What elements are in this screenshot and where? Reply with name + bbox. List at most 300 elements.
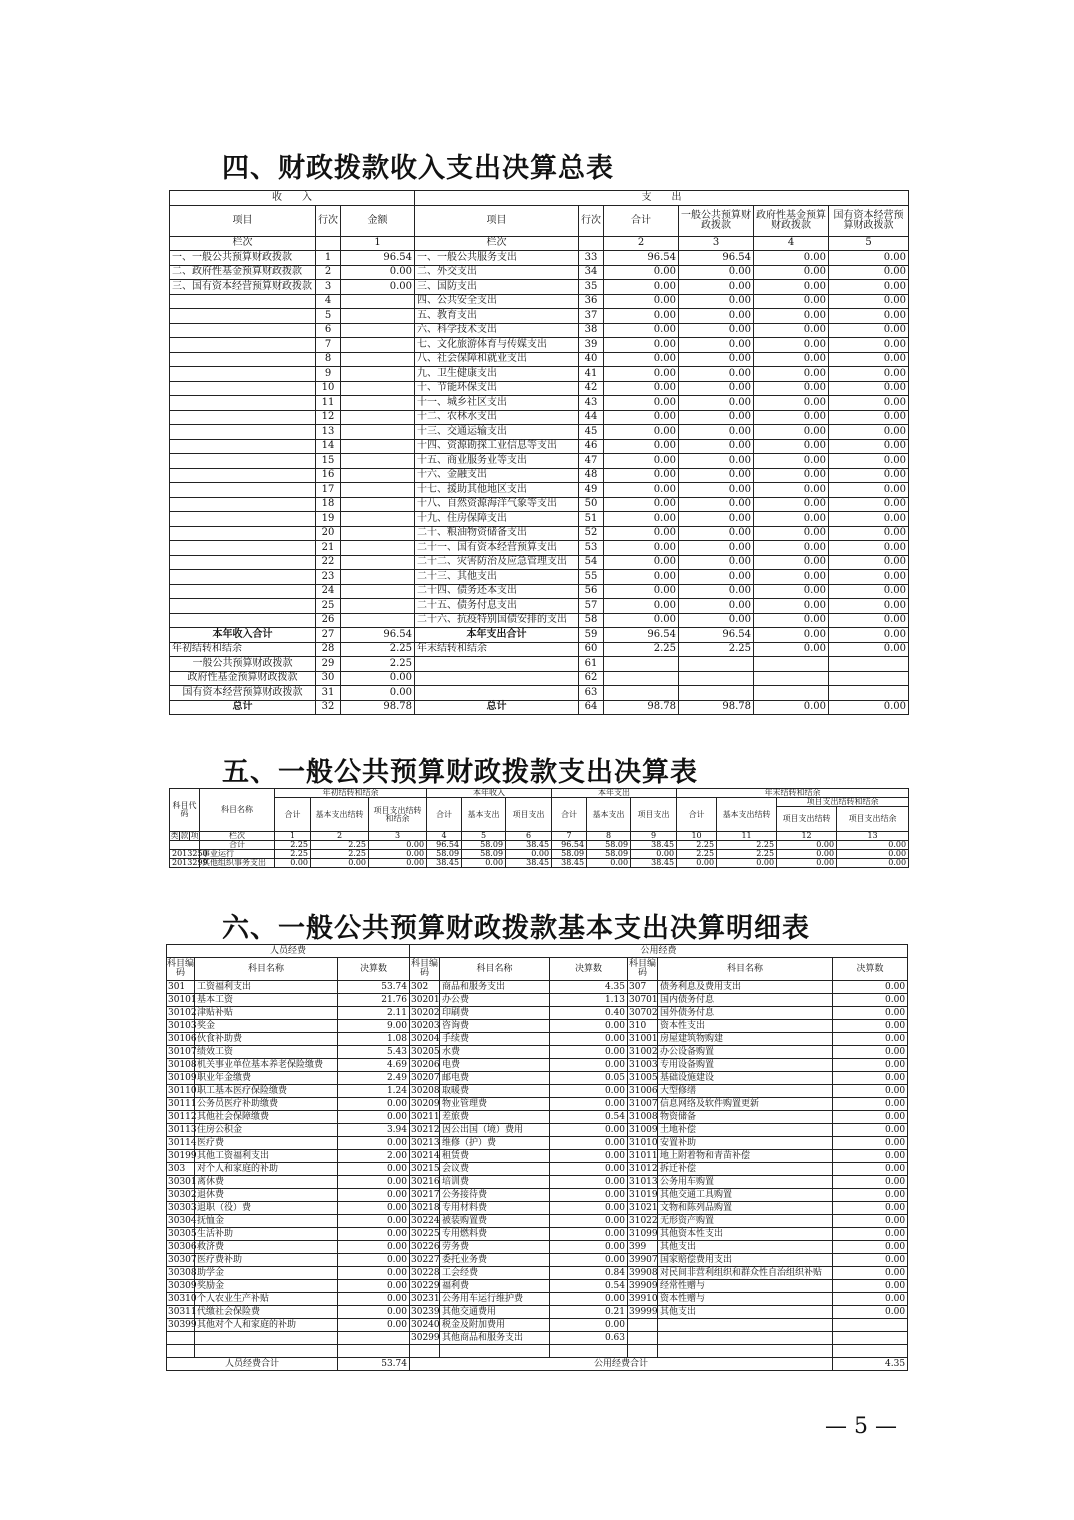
expense-value: 0.00 — [604, 425, 679, 440]
amount: 53.74 — [338, 981, 410, 994]
amount: 21.76 — [338, 994, 410, 1007]
subject-name: 公务用车运行维护费 — [440, 1293, 550, 1306]
income-item — [170, 410, 316, 425]
expense-line-no: 59 — [579, 628, 604, 643]
income-amount — [341, 541, 415, 556]
income-line-no: 9 — [316, 367, 341, 382]
amount-cell: 58.09 — [427, 850, 462, 859]
expense-value: 0.00 — [679, 570, 754, 585]
subject-code: 30307 — [168, 1254, 197, 1265]
amount: 0.00 — [338, 1111, 410, 1124]
amount-cell: 38.45 — [631, 841, 677, 850]
table-row — [167, 1332, 908, 1345]
income-line-no: 23 — [316, 570, 341, 585]
subject-code: 307 — [628, 981, 658, 994]
col-num: 1 — [275, 832, 311, 841]
amount: 0.00 — [833, 981, 908, 994]
expense-line-no: 61 — [579, 657, 604, 672]
subject-code: 30107 — [168, 1046, 197, 1057]
expense-header: 支 出 — [415, 191, 909, 206]
income-amount — [341, 425, 415, 440]
amount: 0.00 — [338, 1306, 410, 1319]
subject-name: 拆迁补偿 — [658, 1163, 833, 1176]
expense-value: 0.00 — [754, 541, 829, 556]
amount: 4.35 — [550, 981, 628, 994]
income-line-no: 11 — [316, 396, 341, 411]
table-row — [167, 1085, 908, 1098]
amount: 0.00 — [833, 1150, 908, 1163]
expense-value: 0.00 — [679, 381, 754, 396]
expense-value: 0.00 — [679, 294, 754, 309]
personnel-total-label: 人员经费合计 — [167, 1358, 338, 1371]
subject-code: 30114 — [168, 1137, 197, 1148]
expense-item: 总计 — [415, 700, 579, 715]
amount-cell: 0.00 — [311, 859, 369, 868]
income-line-no: 24 — [316, 584, 341, 599]
subject-name: 职业年金缴费 — [195, 1072, 338, 1085]
subject-name: 地上附着物和青苗补偿 — [658, 1150, 833, 1163]
income-amount: 0.00 — [341, 671, 415, 686]
expense-value: 0.00 — [679, 352, 754, 367]
amount-cell: 2.25 — [717, 850, 777, 859]
subject-code: 30305 — [168, 1228, 197, 1239]
subject-name: 奖励金 — [195, 1280, 338, 1293]
subject-code: 30225 — [411, 1228, 440, 1239]
expense-value: 0.00 — [679, 425, 754, 440]
amount: 0.00 — [338, 1163, 410, 1176]
amount: 2.49 — [338, 1072, 410, 1085]
title-general-budget-expenditure: 五、一般公共预算财政拨款支出决算表 — [222, 757, 698, 788]
amount: 0.00 — [833, 1072, 908, 1085]
subject-code: 31019 — [629, 1189, 658, 1200]
amount: 0.00 — [550, 1215, 628, 1228]
table-row — [170, 859, 909, 868]
subject-name: 对个人和家庭的补助 — [195, 1163, 338, 1176]
subject-name: 文物和陈列品购置 — [658, 1202, 833, 1215]
expense-line-no: 56 — [579, 584, 604, 599]
expense-value: 0.00 — [829, 265, 909, 280]
col-num: 3 — [679, 236, 754, 251]
amount: 0.21 — [550, 1306, 628, 1319]
income-amount — [341, 599, 415, 614]
amount: 0.00 — [833, 1111, 908, 1124]
expense-value: 0.00 — [679, 541, 754, 556]
subject-code: 2013299 — [170, 859, 200, 868]
income-item — [170, 309, 316, 324]
subject-name: 抚恤金 — [195, 1215, 338, 1228]
subject-name: 物资储备 — [658, 1111, 833, 1124]
expense-value: 0.00 — [754, 570, 829, 585]
subject-code: 31009 — [629, 1124, 658, 1135]
amount: 1.13 — [550, 994, 628, 1007]
sub-header: 合计 — [275, 798, 311, 832]
amount: 0.00 — [338, 1280, 410, 1293]
expense-value: 0.00 — [754, 526, 829, 541]
income-line-no: 12 — [316, 410, 341, 425]
subject-code: 30213 — [411, 1137, 440, 1148]
project-balance-header: 项目支出结转和结余 — [777, 798, 909, 807]
subject-code: 302 — [410, 981, 440, 994]
subject-name: 水费 — [440, 1046, 550, 1059]
subject-name: 国内债务付息 — [658, 994, 833, 1007]
table-row — [170, 671, 909, 686]
amount-cell: 0.00 — [717, 859, 777, 868]
subject-code: 30113 — [168, 1124, 197, 1135]
expense-value: 0.00 — [604, 526, 679, 541]
amount: 0.00 — [833, 1241, 908, 1254]
expense-item-header: 项目 — [415, 205, 579, 236]
sub-header: 项目支出 — [631, 798, 677, 832]
amount: 5.43 — [338, 1046, 410, 1059]
public-total-label: 公用经费合计 — [410, 1358, 833, 1371]
subject-code: 30205 — [411, 1046, 440, 1057]
subject-code: 31007 — [629, 1098, 658, 1109]
expense-line-no: 38 — [579, 323, 604, 338]
expense-item: 十三、交通运输支出 — [415, 425, 579, 440]
table-row — [167, 1254, 908, 1267]
expense-value: 0.00 — [604, 439, 679, 454]
expense-value: 0.00 — [604, 555, 679, 570]
expense-value: 0.00 — [754, 410, 829, 425]
table-row — [170, 410, 909, 425]
expense-item: 二十二、灾害防治及应急管理支出 — [415, 555, 579, 570]
subject-name: 咨询费 — [440, 1020, 550, 1033]
expense-line-no: 55 — [579, 570, 604, 585]
income-item: 国有资本经营预算财政拨款 — [170, 686, 316, 701]
expense-line-header: 行次 — [579, 205, 604, 236]
amount: 0.00 — [338, 1267, 410, 1280]
subject-name: 救济费 — [195, 1241, 338, 1254]
expense-value: 0.00 — [604, 280, 679, 295]
expense-item: 三、国防支出 — [415, 280, 579, 295]
expense-value: 0.00 — [679, 483, 754, 498]
amount: 0.05 — [550, 1072, 628, 1085]
expense-line-no: 57 — [579, 599, 604, 614]
amount: 0.00 — [833, 1306, 908, 1319]
table-row — [170, 613, 909, 628]
table-row — [167, 1111, 908, 1124]
amount-cell: 2.25 — [677, 850, 717, 859]
table-row — [170, 251, 909, 266]
expense-value: 0.00 — [604, 410, 679, 425]
expense-item: 年末结转和结余 — [415, 642, 579, 657]
income-item-header: 项目 — [170, 205, 316, 236]
subject-name: 大型修缮 — [658, 1085, 833, 1098]
subject-code: 30309 — [168, 1280, 197, 1291]
class-label: 项 — [190, 831, 199, 840]
expense-value: 0.00 — [829, 410, 909, 425]
subject-code: 30110 — [168, 1085, 197, 1096]
expense-item: 九、卫生健康支出 — [415, 367, 579, 382]
table-row — [170, 541, 909, 556]
expense-value: 0.00 — [604, 599, 679, 614]
subject-code: 31001 — [629, 1033, 658, 1044]
subject-name: 电费 — [440, 1059, 550, 1072]
amount-cell: 58.09 — [462, 850, 506, 859]
subject-name — [195, 1332, 338, 1345]
amount-cell: 0.00 — [631, 850, 677, 859]
amount: 0.00 — [338, 1137, 410, 1150]
expense-value: 0.00 — [829, 642, 909, 657]
expense-value: 98.78 — [604, 700, 679, 715]
title-financial-allocation-summary: 四、财政拨款收入支出决算总表 — [222, 153, 614, 184]
amount-header: 决算数 — [833, 958, 908, 981]
amount: 0.00 — [550, 1319, 628, 1332]
col-num: 9 — [631, 832, 677, 841]
amount: 0.00 — [833, 1293, 908, 1306]
amount — [338, 1332, 410, 1345]
subject-code: 30112 — [168, 1111, 197, 1122]
expense-value: 0.00 — [829, 439, 909, 454]
expense-value: 0.00 — [754, 454, 829, 469]
subject-name — [195, 1345, 338, 1358]
table-row — [167, 1345, 908, 1358]
subject-name: 工会经费 — [440, 1267, 550, 1280]
subject-code: 30229 — [411, 1280, 440, 1291]
table-row — [167, 1215, 908, 1228]
subject-code: 31099 — [629, 1228, 658, 1239]
subject-code — [410, 1345, 440, 1358]
subject-name: 债务利息及费用支出 — [658, 981, 833, 994]
subject-code: 30202 — [411, 1007, 440, 1018]
col-num: 5 — [829, 236, 909, 251]
expense-value — [754, 686, 829, 701]
expense-value: 0.00 — [679, 613, 754, 628]
table-row — [170, 512, 909, 527]
subject-name: 机关事业单位基本养老保险缴费 — [195, 1059, 338, 1072]
income-line-no: 1 — [316, 251, 341, 266]
table-row — [167, 1150, 908, 1163]
amount-cell: 2.25 — [275, 850, 311, 859]
expense-value: 0.00 — [829, 280, 909, 295]
expense-line-no: 37 — [579, 309, 604, 324]
expense-line-no: 41 — [579, 367, 604, 382]
subject-name: 基础设施建设 — [658, 1072, 833, 1085]
income-line-no: 6 — [316, 323, 341, 338]
table-row — [170, 497, 909, 512]
expense-value: 0.00 — [604, 570, 679, 585]
subject-name: 维修（护）费 — [440, 1137, 550, 1150]
general-budget-header: 一般公共预算财政拨款 — [679, 205, 754, 236]
subject-name: 被装购置费 — [440, 1215, 550, 1228]
sub-header: 项目支出结转 — [777, 807, 837, 832]
subject-code: 30226 — [411, 1241, 440, 1252]
expense-value: 0.00 — [829, 541, 909, 556]
expense-line-no: 52 — [579, 526, 604, 541]
expense-value: 0.00 — [829, 526, 909, 541]
income-line-no: 20 — [316, 526, 341, 541]
expense-value: 0.00 — [754, 425, 829, 440]
amount — [833, 1319, 908, 1332]
table-row — [170, 483, 909, 498]
table-row — [170, 280, 909, 295]
table-row — [170, 599, 909, 614]
expense-value: 0.00 — [679, 454, 754, 469]
amount-cell: 0.00 — [369, 841, 427, 850]
expense-item: 十四、资源勘探工业信息等支出 — [415, 439, 579, 454]
subject-code: 30206 — [411, 1059, 440, 1070]
table-row — [167, 1098, 908, 1111]
table-row — [167, 1293, 908, 1306]
income-item — [170, 555, 316, 570]
amount: 0.00 — [550, 1176, 628, 1189]
expense-value — [604, 657, 679, 672]
table-row — [167, 1072, 908, 1085]
expense-value — [754, 657, 829, 672]
subject-code: 39908 — [629, 1267, 658, 1278]
income-line-no: 7 — [316, 338, 341, 353]
expense-value: 0.00 — [604, 338, 679, 353]
expense-value: 0.00 — [829, 512, 909, 527]
amount: 0.00 — [550, 1020, 628, 1033]
income-line-no: 28 — [316, 642, 341, 657]
expense-value: 0.00 — [754, 309, 829, 324]
sub-header: 合计 — [427, 798, 462, 832]
subject-name: 伙食补助费 — [195, 1033, 338, 1046]
amount-cell: 38.45 — [427, 859, 462, 868]
subject-name: 助学金 — [195, 1267, 338, 1280]
expense-value: 0.00 — [829, 338, 909, 353]
subject-name: 房屋建筑物购建 — [658, 1033, 833, 1046]
subject-code: 30103 — [168, 1020, 197, 1031]
code-header: 科目编码 — [410, 958, 440, 981]
subject-code — [628, 1345, 658, 1358]
subject-code: 30702 — [629, 1007, 658, 1018]
col-num: 6 — [506, 832, 552, 841]
subject-code: 30111 — [168, 1098, 197, 1109]
amount: 1.08 — [338, 1033, 410, 1046]
income-line-no: 14 — [316, 439, 341, 454]
subject-code: 30308 — [168, 1267, 197, 1278]
income-amount — [341, 309, 415, 324]
expense-value: 0.00 — [604, 294, 679, 309]
table-row — [170, 526, 909, 541]
subject-name-header: 科目名称 — [200, 789, 275, 832]
expense-line-no: 53 — [579, 541, 604, 556]
table-row — [167, 1267, 908, 1280]
income-item — [170, 541, 316, 556]
expense-value: 0.00 — [604, 541, 679, 556]
income-item — [170, 483, 316, 498]
subject-code: 30209 — [411, 1098, 440, 1109]
personnel-expense-header: 人员经费 — [167, 945, 410, 958]
amount-cell: 0.00 — [369, 859, 427, 868]
expense-col-label: 栏次 — [415, 236, 579, 251]
subject-name: 事业运行 — [200, 850, 275, 859]
subject-name: 离休费 — [195, 1176, 338, 1189]
amount-cell: 2.25 — [311, 841, 369, 850]
expense-item: 五、教育支出 — [415, 309, 579, 324]
amount: 0.00 — [833, 1280, 908, 1293]
expense-value: 0.00 — [829, 323, 909, 338]
expense-value: 0.00 — [679, 584, 754, 599]
expense-value: 0.00 — [829, 584, 909, 599]
amount-cell: 58.09 — [587, 841, 631, 850]
income-item: 总计 — [170, 700, 316, 715]
expense-value: 98.78 — [679, 700, 754, 715]
expense-value: 0.00 — [604, 367, 679, 382]
subject-name: 对民间非营利组织和群众性自治组织补贴 — [658, 1267, 833, 1280]
income-item: 三、国有资本经营预算财政拨款 — [170, 280, 316, 295]
amount-cell: 38.45 — [506, 841, 552, 850]
income-amount — [341, 454, 415, 469]
amount: 2.00 — [338, 1150, 410, 1163]
income-item — [170, 338, 316, 353]
expense-line-no: 51 — [579, 512, 604, 527]
code-header: 科目编码 — [167, 958, 195, 981]
expense-value — [754, 671, 829, 686]
col-num: 5 — [462, 832, 506, 841]
amount: 0.00 — [833, 1215, 908, 1228]
expense-value: 0.00 — [754, 584, 829, 599]
expense-value: 0.00 — [754, 251, 829, 266]
subject-code: 30208 — [411, 1085, 440, 1096]
amount: 0.00 — [833, 994, 908, 1007]
subject-name: 安置补助 — [658, 1137, 833, 1150]
expense-value: 0.00 — [679, 323, 754, 338]
income-item — [170, 367, 316, 382]
subject-code: 39999 — [629, 1306, 658, 1317]
subject-code — [167, 1345, 195, 1358]
table-row — [167, 1163, 908, 1176]
expense-value: 0.00 — [829, 396, 909, 411]
expense-value: 0.00 — [679, 396, 754, 411]
subject-name: 专用设备购置 — [658, 1059, 833, 1072]
subject-name: 劳务费 — [440, 1241, 550, 1254]
income-amount — [341, 352, 415, 367]
amount-cell: 2.25 — [717, 841, 777, 850]
expense-item: 八、社会保障和就业支出 — [415, 352, 579, 367]
expense-value: 0.00 — [754, 439, 829, 454]
subject-code — [167, 1332, 195, 1345]
subject-code: 30201 — [411, 994, 440, 1005]
income-amount — [341, 512, 415, 527]
income-line-no: 32 — [316, 700, 341, 715]
income-item: 一般公共预算财政拨款 — [170, 657, 316, 672]
expense-item: 六、科学技术支出 — [415, 323, 579, 338]
expense-value: 0.00 — [829, 367, 909, 382]
amount: 0.00 — [550, 1202, 628, 1215]
income-item: 本年收入合计 — [170, 628, 316, 643]
expense-item: 十一、城乡社区支出 — [415, 396, 579, 411]
subject-name: 国外债务付息 — [658, 1007, 833, 1020]
expense-item: 二十六、抗疫特别国债安排的支出 — [415, 613, 579, 628]
subject-name: 经常性赠与 — [658, 1280, 833, 1293]
subject-name: 其他资本性支出 — [658, 1228, 833, 1241]
amount — [833, 1345, 908, 1358]
amount: 0.00 — [550, 1189, 628, 1202]
expense-line-no: 64 — [579, 700, 604, 715]
table-row — [170, 396, 909, 411]
expense-value: 0.00 — [604, 309, 679, 324]
expense-value: 0.00 — [754, 642, 829, 657]
expense-line-no: 60 — [579, 642, 604, 657]
amount-cell: 2.25 — [677, 841, 717, 850]
expense-value — [604, 671, 679, 686]
subject-name: 其他商品和服务支出 — [440, 1332, 550, 1345]
subject-code: 30303 — [168, 1202, 197, 1213]
income-amount — [341, 468, 415, 483]
expense-line-no: 44 — [579, 410, 604, 425]
amount-cell: 2.25 — [311, 850, 369, 859]
expense-line-no: 34 — [579, 265, 604, 280]
amount-cell: 58.09 — [462, 841, 506, 850]
income-amount — [341, 367, 415, 382]
expense-item: 十六、金融支出 — [415, 468, 579, 483]
income-item — [170, 584, 316, 599]
sub-header: 基本支出结转 — [311, 798, 369, 832]
expense-value: 0.00 — [604, 454, 679, 469]
